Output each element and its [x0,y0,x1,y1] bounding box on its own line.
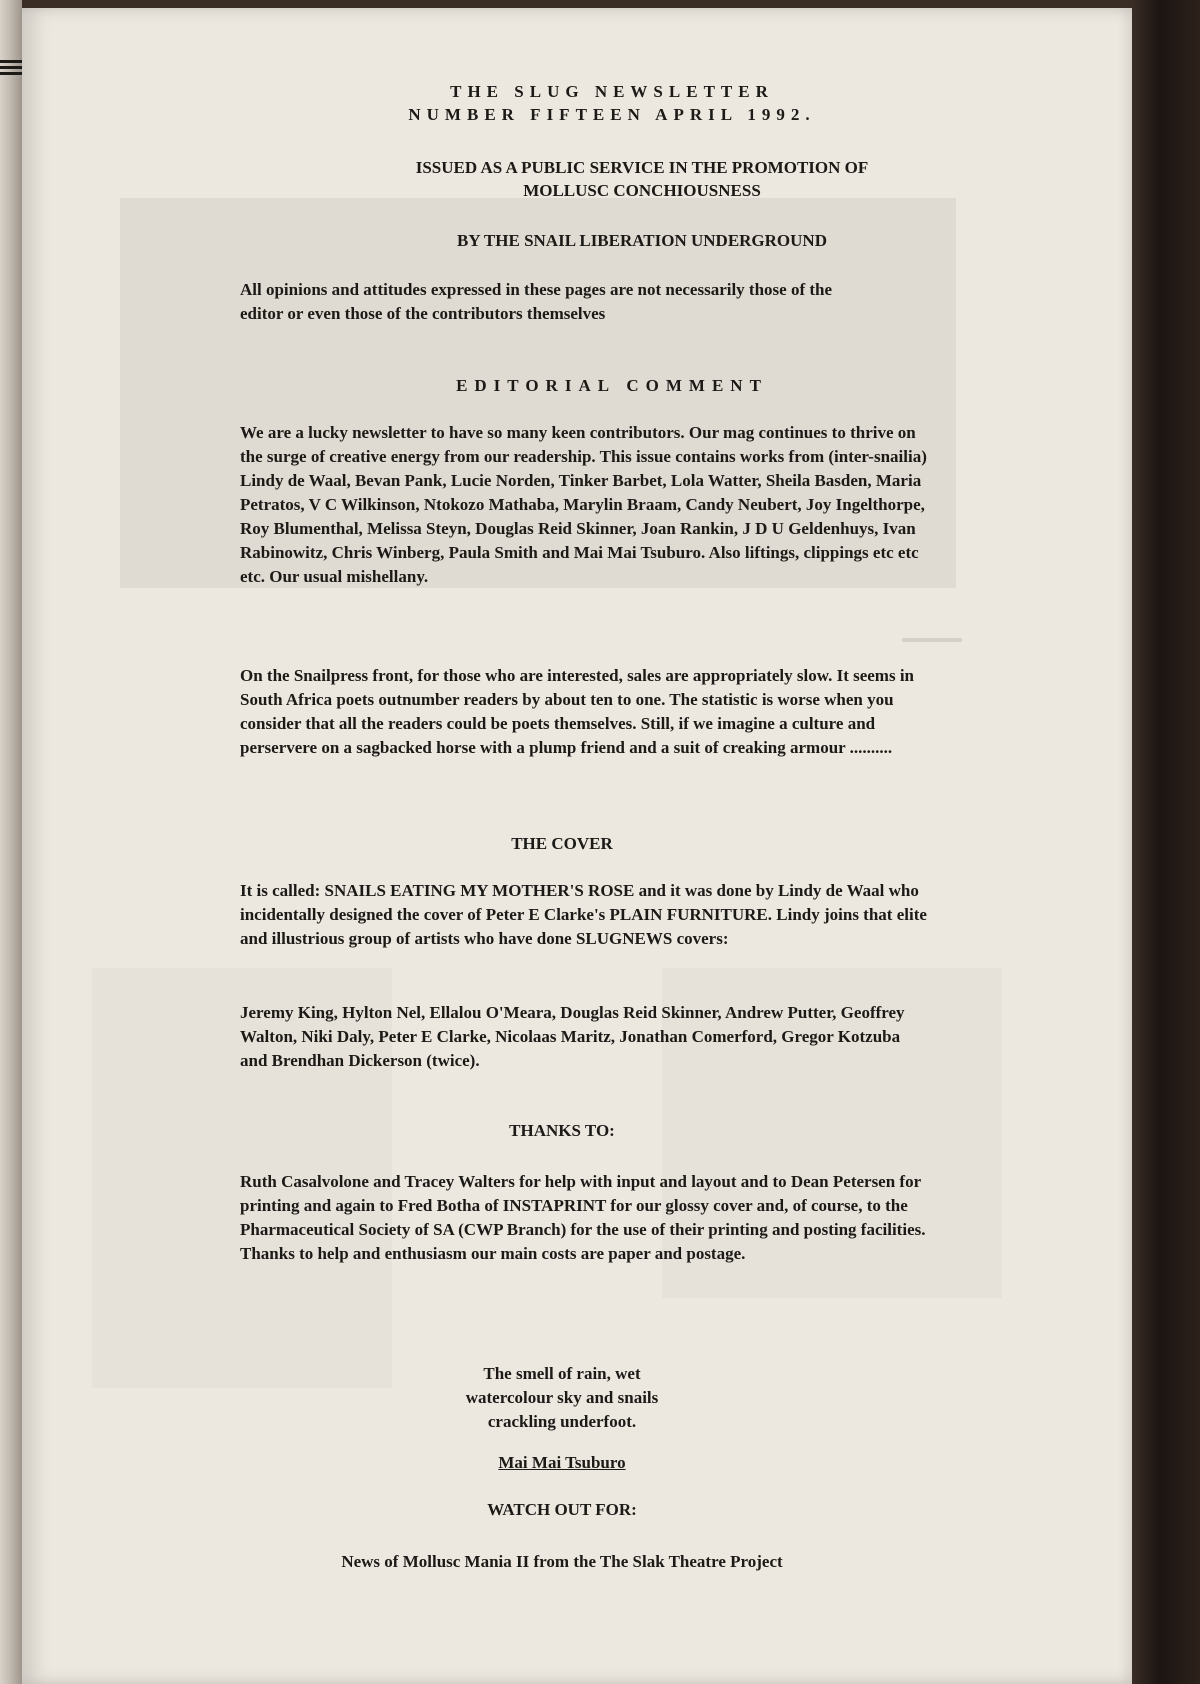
binding-mark [0,72,22,75]
editorial-text-1: We are a lucky newsletter to have so many keen contributors. Our mag continues to thrive on the surge of creative energy from our readership. This issue contains works from (inter-snailia) Lindy de Waal, Bevan Pank, Lucie Norden, Tinker Barbet, Lola Watter, Sheila Basden, Maria Petratos, V C Wilkinson, Ntokozo Mathaba, Marylin Braam, Candy Neubert, Joy Ingelthorpe, Roy Blumenthal, Melissa Steyn, Douglas Reid Skinner, Joan Rankin, J D U Geldenhuys, Ivan Rabinowitz, Chris Winberg, Paula Smith and Mai Mai Tsuburo. Also liftings, clippings etc etc etc. Our usual mishellany. [240,423,927,586]
binding-mark [0,60,22,63]
cover-para-1 [240,879,930,951]
scan-right-edge [1132,0,1200,1684]
editorial-heading: EDITORIAL COMMENT [456,376,768,395]
masthead [352,80,872,126]
cover-artists-text: Jeremy King, Hylton Nel, Ellalou O'Meara, Douglas Reid Skinner, Andrew Putter, Geoffrey Walton, Niki Daly, Peter E Clarke, Nicolaas Maritz, Jonathan Comerford, Gregor Kotzuba and Brendhan Dickerson (twice). [240,1003,905,1070]
haiku [442,1362,682,1434]
page-content [22,8,1132,1684]
newsletter-page [22,8,1132,1684]
masthead-title: THE SLUG NEWSLETTER [450,82,774,101]
thanks-heading: THANKS TO: [509,1121,615,1140]
editorial-para-2 [240,664,930,760]
byline: BY THE SNAIL LIBERATION UNDERGROUND [457,231,827,250]
watch-heading: WATCH OUT FOR: [487,1500,637,1519]
issued-line-2: MOLLUSC CONCHIOUSNESS [523,181,761,200]
issued-line-1: ISSUED AS A PUBLIC SERVICE IN THE PROMOTION OF [415,158,869,177]
thanks-text: Ruth Casalvolone and Tracey Walters for help with input and layout and to Dean Petersen for printing and again to Fred Botha of INSTAPRINT for our glossy cover and, of course, to the Pharmaceutical Society of SA (CWP Branch) for the use of their printing and posting facilities. Thanks to help and enthusiasm our main costs are paper and postage. [240,1172,926,1263]
page-binding-edge [0,0,22,1684]
scan-top-edge [0,0,1200,8]
disclaimer-text: All opinions and attitudes expressed in these pages are not necessarily those of the editor or even those of the contributors themselves [240,280,833,323]
thanks-para [240,1170,930,1266]
haiku-author: Mai Mai Tsuburo [498,1453,626,1472]
editorial-para-1 [240,421,930,589]
issued-statement [342,156,942,202]
haiku-line-2: watercolour sky and snails [465,1388,659,1407]
masthead-issue: NUMBER FIFTEEN APRIL 1992. [408,105,816,124]
binding-mark [0,66,22,69]
disclaimer [240,278,840,326]
haiku-line-3: crackling underfoot. [487,1412,637,1431]
cover-artists [240,1001,930,1073]
cover-heading: THE COVER [511,834,613,853]
watch-text: News of Mollusc Mania II from the The Slak Theatre Project [341,1552,783,1571]
cover-text-1: It is called: SNAILS EATING MY MOTHER'S ROSE and it was done by Lindy de Waal who incidentally designed the cover of Peter E Clarke's PLAIN FURNITURE. Lindy joins that elite and illustrious group of artists who have done SLUGNEWS covers: [240,881,927,948]
editorial-text-2: On the Snailpress front, for those who are interested, sales are appropriately slow. It seems in South Africa poets outnumber readers by about ten to one. The statistic is worse when you consider that all the readers could be poets themselves. Still, if we imagine a culture and perservere on a sagbacked horse with a plump friend and a suit of creaking armour .......... [240,666,915,757]
haiku-line-1: The smell of rain, wet [483,1364,641,1383]
